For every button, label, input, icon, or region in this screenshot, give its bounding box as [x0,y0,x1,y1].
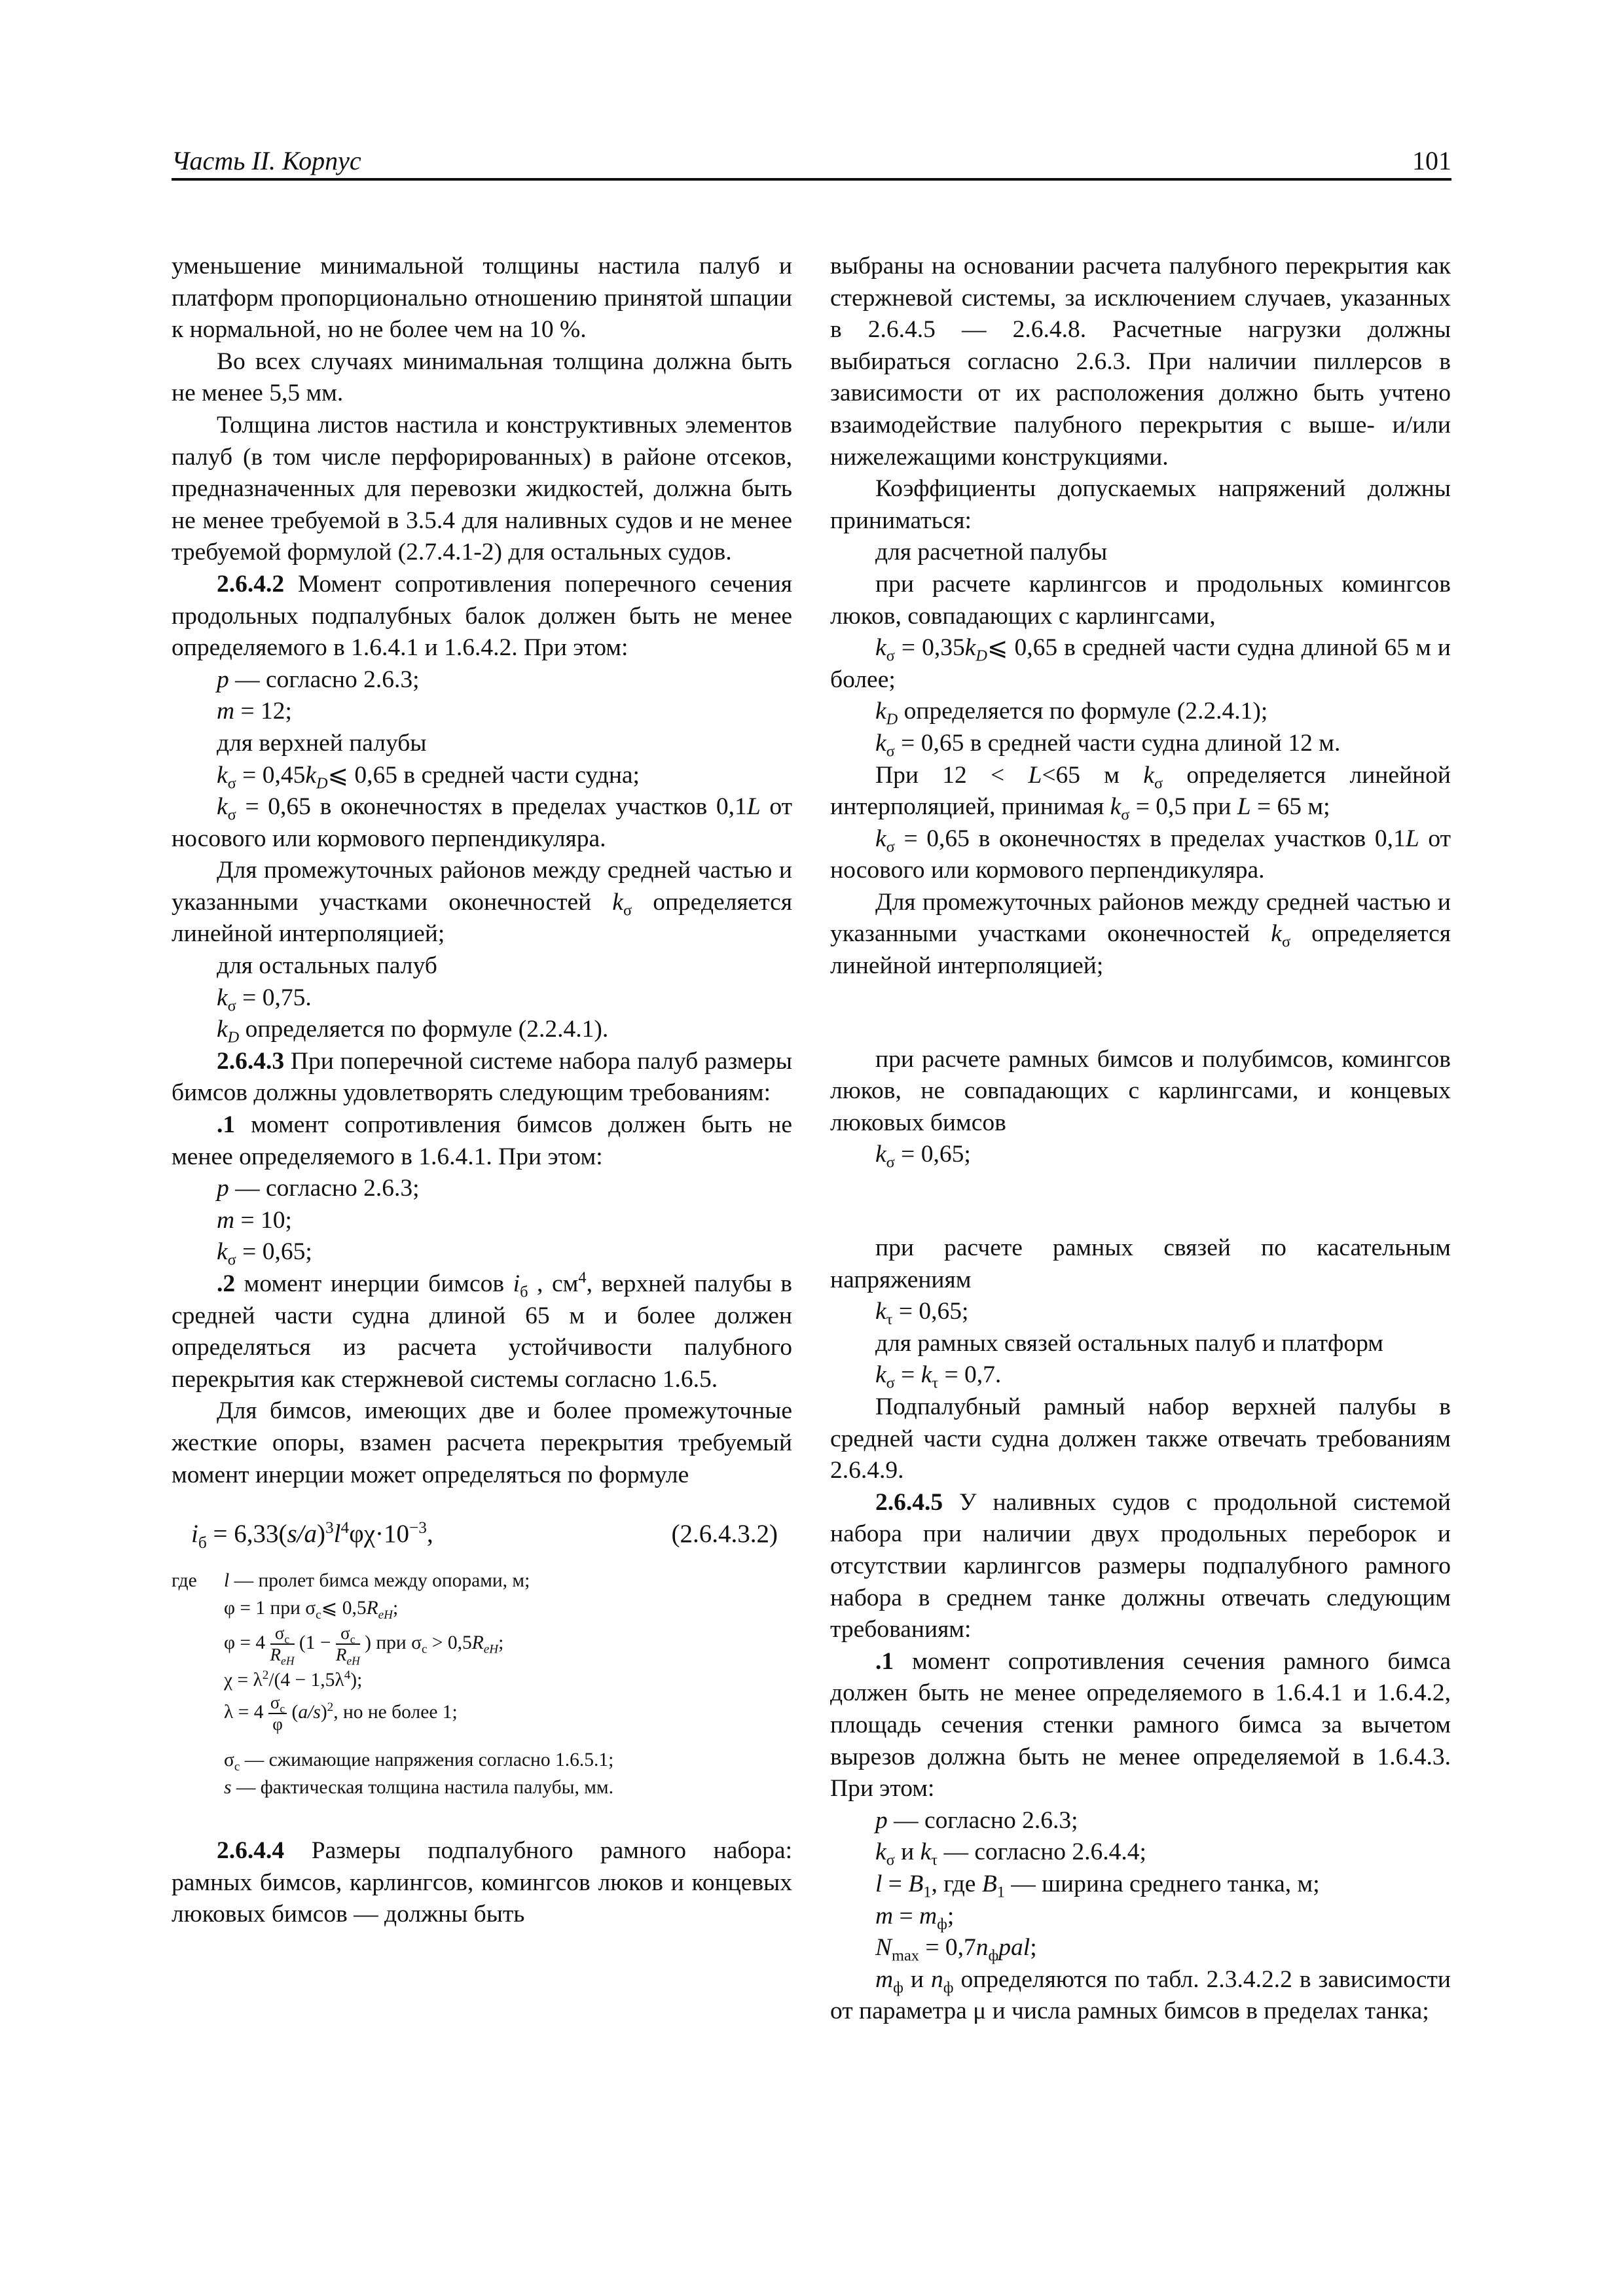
definition-m: m = 12; [217,698,292,725]
right-column [830,251,1451,2028]
legend-line: $\sigma_c$ — сжимающие напряжения согласно 1.6.5.1; [224,1749,614,1774]
paragraph: Для бимсов, имеющих две и более промежуточные жесткие опоры, взамен расчета перекрытия требуемый момент инерции может определяться по формуле [172,1397,792,1488]
definition-p: p — согласно 2.6.3; [217,1175,420,1202]
list-item: .1 момент сопротивления бимсов должен быть не менее определяемого в 1.6.4.1. При этом: [172,1111,792,1170]
legend-line: где l — пролет бимса между опорами, м; [172,1570,530,1592]
coefficient-line: $k_\sigma = 0,65$; [217,1238,312,1269]
formula-legend [172,1567,792,1801]
section-number: 2.6.4.3 [217,1047,285,1075]
coefficient-line: $k_\sigma$ и $k_\tau$ — согласно 2.6.4.4; [875,1839,1146,1869]
coefficient-line: $k_\sigma = 0,65$; [875,1141,971,1172]
fraction: $\frac{\sigma_c}{R_{eH}}$ [335,1623,360,1668]
coefficient-line: $k_\sigma = 0,65$ в оконечностях в пределах участков 0,1L от носового или кормового перпендикуляра. [830,825,1451,884]
fraction: $\frac{\sigma_c}{R_{eH}}$ [270,1623,295,1668]
paragraph: для расчетной палубы [875,539,1108,566]
coefficient-line: $k_D$ определяется по формуле (2.2.4.1). [217,1016,609,1047]
fraction: $\frac{\sigma_c}{\varphi}$ [268,1694,287,1733]
header-rule [172,178,1451,181]
list-item: .2 момент инерции бимсов $i_б$ , $см^4$, верхней палубы в средней части судна длиной 65 м и более должен определяться из расчета устойчивости палубного перекрытия как стержневой системы согласно 1.6.5. [172,1268,793,1393]
definition-p: p — согласно 2.6.3; [875,1806,1078,1834]
list-item: .1 момент сопротивления сечения рамного бимса должен быть не менее определяемого в 1.6.4.1 и 1.6.4.2, площадь сечения стенки рамного бимса за вычетом вырезов должна быть не менее определяемой в 1.6.4.3. При этом: [830,1647,1451,1803]
coefficient-line: $k_\sigma = 0,65$ в средней части судна длиной 12 м. [875,729,1341,761]
paragraph: Коэффициенты допускаемых напряжений должны приниматься: [830,475,1451,534]
section-2-6-4-4: 2.6.4.4 Размеры подпалубного рамного набора: рамных бимсов, карлингсов, комингсов люков и концевых люковых бимсов — должны быть [172,1837,792,1928]
section-2-6-4-3: 2.6.4.3 При поперечной системе набора палуб размеры бимсов должны удовлетворять следующим требованиям: [172,1047,792,1107]
paragraph: Для промежуточных районов между средней частью и указанными участками оконечностей $k_\sigma$ определяется линейной интерполяцией; [172,857,792,948]
legend-line: φ = 4 $\frac{\sigma_c}{R_{eH}}$ (1 − $\frac{\sigma_c}{R_{eH}}$ ) при $\sigma_c > 0,5R_{eH}$; [224,1623,504,1668]
paragraph: уменьшение минимальной толщины настила палуб и платформ пропорционально отношению принятой шпации к нормальной, но не более чем на 10 %. [172,253,792,344]
paragraph: Во всех случаях минимальная толщина должна быть не менее 5,5 мм. [172,348,792,407]
legend-line: s — фактическая толщина настила палубы, мм. [224,1777,613,1799]
paragraph: выбраны на основании расчета палубного перекрытия как стержневой системы, за исключением случаев, указанных в 2.6.4.5 — 2.6.4.8. Расчетные нагрузки должны выбираться согласно 2.6.3. При наличии пиллерсов в зависимости от их расположения должно быть учтено взаимодействие палубного перекрытия с выше- и/или нижележащими конструкциями. [830,253,1451,471]
coefficient-line: $k_\sigma$ = $0,45k_D⩽$ 0,65 в средней части судна; [217,761,640,792]
definition-m: m = 10; [217,1206,292,1234]
page-number: 101 [1412,146,1451,175]
left-column [172,251,792,1931]
paragraph: для остальных палуб [217,952,437,980]
coefficient-line: $k_\sigma = 0,75$. [217,984,312,1015]
paragraph: при расчете рамных бимсов и полубимсов, комингсов люков, не совпадающих с карлингсами, и концевых люковых бимсов [830,1045,1451,1136]
section-2-6-4-2: 2.6.4.2 Момент сопротивления поперечного сечения продольных подпалубных балок должен быть не менее определяемого в 1.6.4.1 и 1.6.4.2. При этом: [172,570,792,662]
definition-l: $l = B_1$, где $B_1$ — ширина среднего танка, м; [875,1870,1320,1901]
paragraph: при расчете рамных связей по касательным напряжениям [830,1234,1451,1293]
coefficient-line: $k_\sigma = k_\tau = 0,7$. [875,1361,1002,1392]
section-2-6-4-5: 2.6.4.5 У наливных судов с продольной системой набора при наличии двух продольных переборок и отсутствии карлингсов размеры подпалубного рамного набора в среднем танке должны отвечать следующим требованиям: [830,1488,1451,1643]
coefficient-line: $k_\sigma$ = $0,35k_D⩽$ 0,65 в средней части судна длиной 65 м и более; [830,634,1451,693]
formula-2-6-4-3-2 [172,1518,792,1558]
paragraph: для рамных связей остальных палуб и платформ [875,1329,1384,1357]
paragraph: $m_ф$ и $n_ф$ определяются по табл. 2.3.4.2.2 в зависимости от параметра μ и числа рамных бимсов в пределах танка; [830,1965,1451,2025]
coefficient-line: $k_\sigma = 0,65$ в оконечностях в пределах участков 0,1L от носового или кормового перпендикуляра. [172,793,792,852]
formula-number: (2.6.4.3.2) [671,1520,778,1549]
paragraph: Подпалубный рамный набор верхней палубы в средней части судна должен также отвечать требованиям 2.6.4.9. [830,1393,1451,1484]
definition-m: $m = m_ф$; [875,1902,955,1933]
paragraph: для верхней палубы [217,729,427,757]
coefficient-line: $k_\tau = 0,65$; [875,1298,969,1329]
legend-line: $\chi = \lambda^2/(4 - 1,5\lambda^4)$; [224,1668,363,1691]
paragraph: При 12 < L<65 м $k_\sigma$ определяется линейной интерполяцией, принимая $k_\sigma = 0,5$ при L = 65 м; [830,761,1451,824]
definition-p: p — согласно 2.6.3; [217,666,420,693]
paragraph: Для промежуточных районов между средней частью и указанными участками оконечностей $k_\sigma$ определяется линейной интерполяцией; [830,888,1451,980]
coefficient-line: $k_D$ определяется по формуле (2.2.4.1); [875,698,1268,728]
section-number: 2.6.4.5 [875,1488,943,1516]
legend-line: λ = 4 $\frac{\sigma_c}{\varphi}$ $(a/s)^2$, но не более 1; [224,1693,458,1734]
running-header-title: Часть II. Корпус [172,146,361,175]
paragraph: Толщина листов настила и конструктивных элементов палуб (в том числе перфорированных) в районе отсеков, предназначенных для перевозки жидкостей, должна быть не менее требуемой в 3.5.4 для наливных судов и не менее требуемой формулой (2.7.4.1-2) для остальных судов. [172,411,792,566]
formula-expression: $i_б = 6,33(s/a)^3l^4\varphi\chi\cdot 10^{-3}$, [191,1518,433,1552]
section-number: 2.6.4.2 [217,570,285,598]
paragraph: при расчете карлингсов и продольных комингсов люков, совпадающих с карлингсами, [830,570,1451,630]
legend-line: φ = 1 при $\sigma_c⩽$ $0,5R_{eH}$; [224,1598,399,1623]
section-number: 2.6.4.4 [217,1837,285,1865]
definition-n: $N_{max} = 0,7n_фpal$; [875,1934,1037,1965]
